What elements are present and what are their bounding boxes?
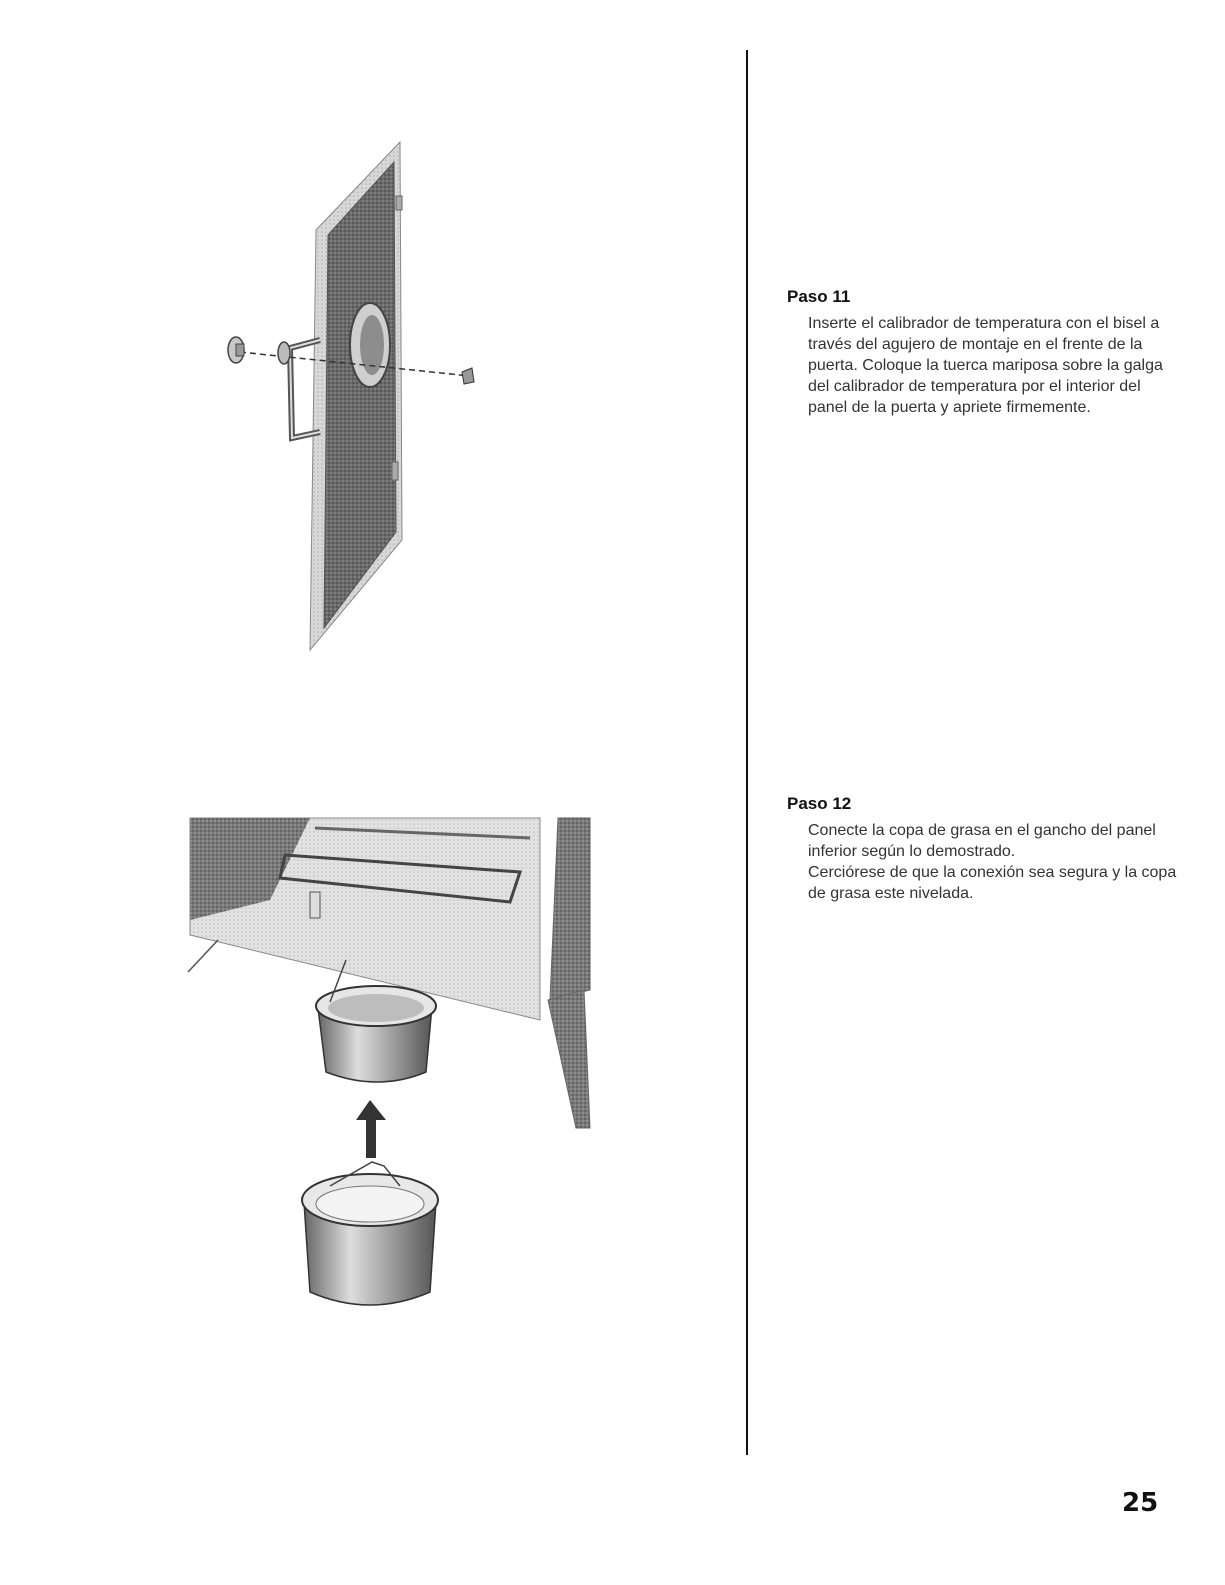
step-text	[808, 820, 1177, 904]
step-title: Paso 11	[787, 287, 851, 306]
step-paragraph: Inserte el calibrador de temperatura con el bisel a través del agujero de montaje en el frente de la puerta. Coloque la tuerca mariposa sobre la galga del calibrador de temperatura por el interior del panel de la puerta y apriete firmemente.	[808, 315, 1163, 416]
grease-cup-illustration	[180, 810, 600, 1330]
page-number: 25	[1122, 1488, 1159, 1518]
column-divider	[746, 50, 748, 1455]
door-gauge-illustration	[200, 130, 500, 660]
step-12	[787, 794, 1177, 904]
step-paragraph: Conecte la copa de grasa en el gancho del panel inferior según lo demostrado.	[808, 822, 1156, 860]
step-text	[808, 313, 1177, 418]
step-11	[787, 287, 1177, 418]
step-paragraph: Cerciórese de que la conexión sea segura y la copa de grasa este nivelada.	[808, 864, 1177, 902]
step-title: Paso 12	[787, 794, 852, 813]
